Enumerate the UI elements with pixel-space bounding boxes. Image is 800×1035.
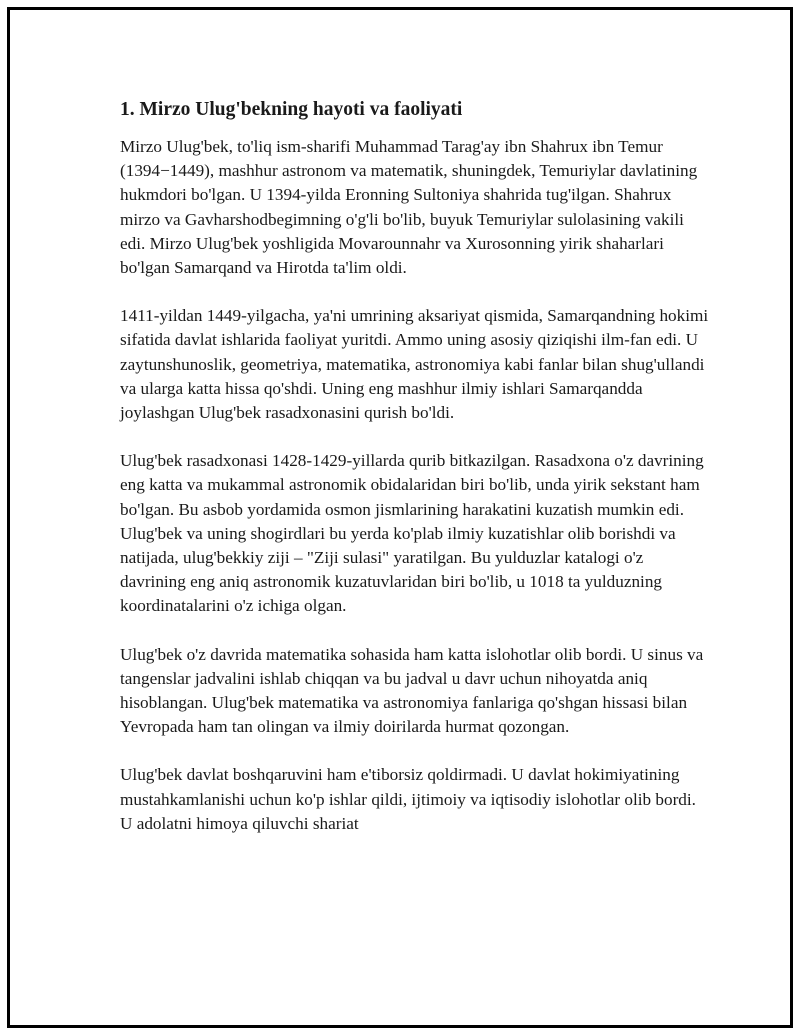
paragraph-administration: Ulug'bek davlat boshqaruvini ham e'tiborsiz qoldirmadi. U davlat hokimiyatining mustahkamlanishi uchun ko'p ishlar qildi, ijtimoiy va iqtisodiy islohotlar olib bordi. U adolatni himoya qiluvchi shariat	[120, 765, 696, 833]
document-page	[7, 7, 793, 1028]
paragraph-mathematics: Ulug'bek o'z davrida matematika sohasida ham katta islohotlar olib bordi. U sinus va tangenslar jadvalini ishlab chiqqan va bu jadval u davr uchun nihoyatda aniq hisoblangan. Ulug'bek matematika va astronomiya fanlariga qo'shgan hissasi bilan Yevropada ham tan olingan va ilmiy doirilarda hurmat qozongan.	[120, 644, 704, 737]
document-body	[120, 96, 710, 860]
paragraph-governance: 1411-yildan 1449-yilgacha, ya'ni umrining aksariyat qismida, Samarqandning hokimi sifatida davlat ishlarida faoliyat yuritdi. Ammo uning asosiy qiziqishi ilm-fan edi. U zaytunshunoslik, geometriya, matematika, astronomiya kabi fanlar bilan shug'ullandi va ularga katta hissa qo'shdi. Uning eng mashhur ilmiy ishlari Samarqandda joylashgan Ulug'bek rasadxonasini qurish bo'ldi.	[120, 306, 709, 423]
section-heading: 1. Mirzo Ulug'bekning hayoti va faoliyati	[120, 99, 463, 120]
paragraph-biography: Mirzo Ulug'bek, to'liq ism-sharifi Muhammad Tarag'ay ibn Shahrux ibn Temur (1394−1449), mashhur astronom va matematik, shuningdek, Temuriylar davlatining hukmdori bo'lgan. U 1394-yilda Eronning Sultoniya shahrida tug'ilgan. Shahrux mirzo va Gavharshodbegimning o'g'li bo'lib, buyuk Temuriylar sulolasining vakili edi. Mirzo Ulug'bek yoshligida Movarounnahr va Xurosonning yirik shaharlari bo'lgan Samarqand va Hirotda ta'lim oldi.	[120, 137, 698, 278]
paragraph-observatory: Ulug'bek rasadxonasi 1428-1429-yillarda qurib bitkazilgan. Rasadxona o'z davrining eng katta va mukammal astronomik obidalaridan biri bo'lib, unda yirik sekstant ham bo'lgan. Bu asbob yordamida osmon jismlarining harakatini kuzatish mumkin edi. Ulug'bek va uning shogirdlari bu yerda ko'plab ilmiy kuzatishlar olib borishdi va natijada, ulug'bekkiy ziji – "Ziji sulasi" yaratilgan. Bu yulduzlar katalogi o'z davrining eng aniq astronomik kuzatuvlaridan biri bo'lib, u 1018 ta yulduzning koordinatalarini o'z ichiga olgan.	[120, 451, 704, 616]
